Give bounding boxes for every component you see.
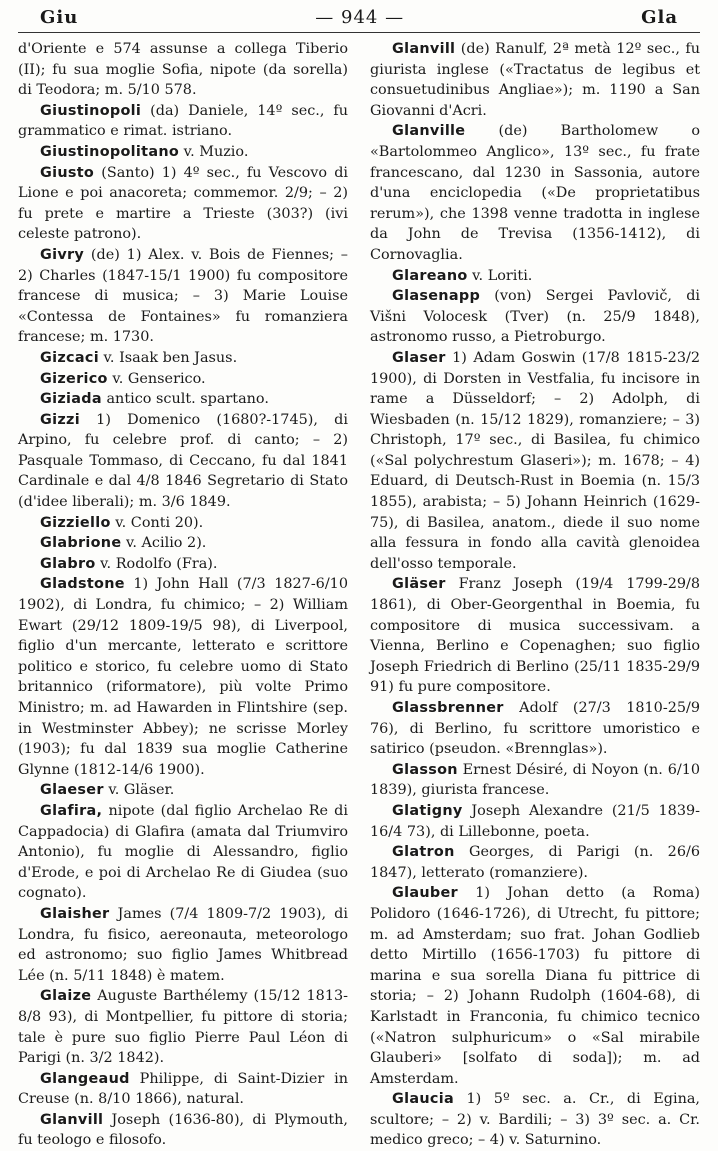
entry-headword: Gladstone (40, 576, 125, 593)
page-header (18, 4, 700, 30)
entry-text: 1) 5º sec. a. Cr., di Egina, scultore; – 2) v. Bardili; – 3) 3º sec. a. Cr. medico greco; – 4) v. Saturnino. (370, 1091, 701, 1149)
left-column (18, 39, 348, 1151)
entry-headword: Glabrione (40, 535, 122, 552)
dictionary-entry (18, 574, 348, 780)
entry-text: v. Conti 20). (115, 514, 204, 531)
entry-text: v. Genserico. (112, 370, 206, 387)
entry-headword: Glasenapp (392, 288, 481, 305)
entry-text: (von) Sergei Pavlovič, di Višni Volocesk (Tver) (n. 25/9 1848), astronomo russo, a Pietroburgo. (370, 288, 701, 346)
right-column (370, 39, 700, 1151)
entry-headword: Glanville (392, 123, 466, 140)
entry-text: Georges, di Parigi (n. 26/6 1847), letterato (romanziere). (370, 844, 701, 881)
dictionary-entry (18, 986, 348, 1068)
header-right-guideword: Gla (641, 6, 678, 28)
entry-text: v. Isaak ben Jasus. (103, 349, 238, 366)
dictionary-entry (18, 39, 348, 101)
dictionary-entry (370, 121, 700, 265)
entry-text: (de) Ranulf, 2ª metà 12º sec., fu giurista inglese («Tractatus de legibus et consuetudinibus Angliae»); m. 1190 a San Giovanni d'Acri. (370, 41, 701, 119)
entry-headword: Glatigny (392, 802, 463, 819)
entry-text: v. Loriti. (472, 267, 533, 284)
entry-text: Auguste Barthélemy (15/12 1813-8/8 93), di Montpellier, fu pittore di storia; tale è pure suo figlio Pierre Paul Léon di Parigi (n. 3/2 1842). (18, 988, 348, 1067)
entry-headword: Gizziello (40, 514, 111, 531)
dictionary-entry (370, 801, 700, 842)
entry-headword: Giziada (40, 391, 102, 408)
entry-text: Philippe, di Saint-Dizier in Creuse (n. 8/10 1866), natural. (18, 1070, 349, 1108)
columns (18, 39, 700, 1151)
entry-text: James (7/4 1809-7/2 1903), di Londra, fu fisico, aereonauta, meteorologo ed astronomo; suo figlio James Whitbread Lée (n. 5/11 1848) è matem. (18, 905, 348, 984)
entry-headword: Glanvill (392, 41, 456, 57)
dictionary-entry (18, 369, 348, 390)
entry-text: (de) 1) Alex. v. Bois de Fiennes; – 2) Charles (1847-15/1 1900) fu compositore francese di musica; – 3) Marie Louise «Contessa de Fontaines» fu romanziera francese; m. 1730. (18, 246, 348, 346)
entry-headword: Glassbrenner (392, 700, 504, 716)
entry-headword: Giustinopolitano (40, 143, 180, 160)
dictionary-entry (18, 142, 348, 163)
entry-headword: Glabro (40, 555, 96, 572)
dictionary-entry (370, 698, 700, 760)
dictionary-entry (18, 1110, 348, 1151)
dictionary-entry (370, 883, 700, 1089)
entry-text: 1) Adam Goswin (17/8 1815-23/2 1900), di Dorsten in Vestfalia, fu incisore in rame a Düsseldorf; – 2) Adolph, di Wiesbaden (n. 15/12 1829), romanziere; – 3) Christoph, 17º sec., di Basilea, fu chimico («Sal polychrestum Glaseri»); m. 1678; – 4) Eduard, di Deutsch-Rust in Boemia (n. 15/3 1855), arabista; – 5) Johann Heinrich (1629-75), di Basilea, anatom., diede il suo nome alla fessura in fondo alla cavità glenoidea dell'osso temporale. (370, 349, 700, 572)
entry-headword: Gizerico (40, 370, 108, 387)
entry-text: 1) Johan detto (a Roma) Polidoro (1646-1726), di Utrecht, fu pittore; m. ad Amsterdam; suo frat. Johan Godlieb detto Mirtillo (1656-1703) fu pittore di marina e sua sorella Diana fu pittrice di storia; – 2) Johann Rudolph (1604-68), di Karlstadt in Franconia, fu chimico tecnico («Natron sulphuricum» o «Sal mirabile Glauberi» [solfato di soda]); m. ad Amsterdam. (370, 885, 701, 1087)
entry-text: Ernest Désiré, di Noyon (n. 6/10 1839), giurista francese. (370, 761, 701, 799)
entry-text: v. Muzio. (183, 143, 249, 160)
entry-text: (de) Bartholomew o «Bartolommeo Anglico», 13º sec., fu frate francescano, dal 1230 in Sassonia, autore d'una enciclopedia («De proprietatibus rerum»), che 1398 venne tradotta in inglese da John de Trevisa (1356-1412), di Cornovaglia. (370, 123, 701, 263)
entry-headword: Glasson (392, 761, 458, 778)
dictionary-entry (18, 533, 348, 554)
dictionary-entry (18, 513, 348, 534)
dictionary-entry (18, 348, 348, 369)
entry-text: Joseph (1636-80), di Plymouth, fu teologo e filosofo. (18, 1111, 348, 1149)
entry-headword: Giustinopoli (40, 102, 142, 119)
entry-headword: Glafira, (40, 802, 103, 819)
dictionary-entry (18, 389, 348, 410)
entry-text: (Santo) 1) 4º sec., fu Vescovo di Lione e poi anacoreta; commemor. 2/9; – 2) fu prete e martire a Trieste (303?) (ivi celeste patrono). (18, 164, 349, 243)
dictionary-entry (18, 904, 348, 986)
entry-headword: Glatron (392, 844, 455, 861)
dictionary-entry (18, 101, 348, 142)
entry-text: nipote (dal figlio Archelao Re di Cappadocia) di Glafira (amata dal Triumviro Antonio), fu moglie di Alessandro, figlio d'Erode, e poi di Archelao Re di Giudea (suo cognato). (18, 802, 349, 902)
entry-headword: Glaize (40, 988, 92, 1005)
entry-text: 1) Domenico (1680?-1745), di Arpino, fu celebre prof. di canto; – 2) Pasquale Tommaso, di Ceccano, fu dal 1841 Cardinale e dal 4/8 1846 Segretario di Stato (d'idee liberali); m. 3/6 1849. (18, 411, 348, 511)
entry-headword: Glaeser (40, 782, 104, 799)
entry-text: Adolf (27/3 1810-25/9 76), di Berlino, fu scrittore umoristico e satirico (pseudon. «Brennglas»). (370, 700, 701, 758)
dictionary-entry (18, 1069, 348, 1110)
header-left-guideword: Giu (40, 6, 79, 28)
entry-headword: Glaser (392, 349, 446, 366)
dictionary-entry (18, 245, 348, 348)
entry-text: d'Oriente e 574 assunse a collega Tiberio (II); fu sua moglie Sofia, nipote (da sorella) di Teodora; m. 5/10 578. (18, 41, 348, 99)
dictionary-entry (18, 163, 348, 245)
entry-headword: Glaisher (40, 905, 110, 922)
dictionary-entry (370, 286, 700, 348)
entry-headword: Glauber (392, 885, 458, 902)
entry-headword: Givry (40, 246, 85, 263)
entry-headword: Glaucia (392, 1091, 454, 1108)
entry-headword: Gizcaci (40, 349, 99, 366)
entry-text: (da) Daniele, 14º sec., fu grammatico e rimat. istriano. (18, 102, 348, 140)
dictionary-entry (370, 574, 700, 698)
dictionary-entry (18, 780, 348, 801)
dictionary-entry (370, 266, 700, 287)
dictionary-entry (18, 410, 348, 513)
dictionary-entry (370, 760, 700, 801)
entry-headword: Gizzi (40, 411, 80, 428)
page-number: — 944 — (315, 6, 405, 28)
entry-text: 1) John Hall (7/3 1827-6/10 1902), di Londra, fu chimico; – 2) William Ewart (29/12 1809-19/5 98), di Liverpool, figlio d'un mercante, letterato e scrittore politico e storico, fu celebre uomo di Stato britannico (riformatore), più volte Primo Ministro; m. ad Hawarden in Flintshire (sep. in Westminster Abbey); ne scrisse Morley (1903); fu dal 1839 sua moglie Catherine Glynne (1812-14/6 1900). (18, 576, 348, 778)
dictionary-entry (18, 801, 348, 904)
entry-text: v. Gläser. (108, 782, 175, 799)
entry-text: v. Acilio 2). (125, 535, 207, 552)
entry-headword: Glanvill (40, 1111, 104, 1128)
dictionary-entry (370, 39, 700, 121)
entry-headword: Glangeaud (40, 1070, 130, 1087)
header-rule (18, 32, 700, 33)
dictionary-entry (18, 554, 348, 575)
dictionary-entry (370, 1089, 700, 1151)
entry-headword: Giusto (40, 164, 95, 181)
entry-headword: Glareano (392, 267, 468, 284)
dictionary-entry (370, 842, 700, 883)
entry-headword: Gläser (392, 576, 446, 593)
entry-text: antico scult. spartano. (106, 391, 269, 408)
entry-text: Joseph Alexandre (21/5 1839-16/4 73), di Lillebonne, poeta. (370, 802, 701, 840)
dictionary-entry (370, 348, 700, 575)
entry-text: Franz Joseph (19/4 1799-29/8 1861), di Ober-Georgenthal in Boemia, fu compositore di musica successivam. a Vienna, Berlino e Copenaghen; suo figlio Joseph Friedrich di Berlino (25/11 1835-29/9 91) fu pure compositore. (370, 576, 701, 696)
entry-text: v. Rodolfo (Fra). (100, 555, 218, 572)
